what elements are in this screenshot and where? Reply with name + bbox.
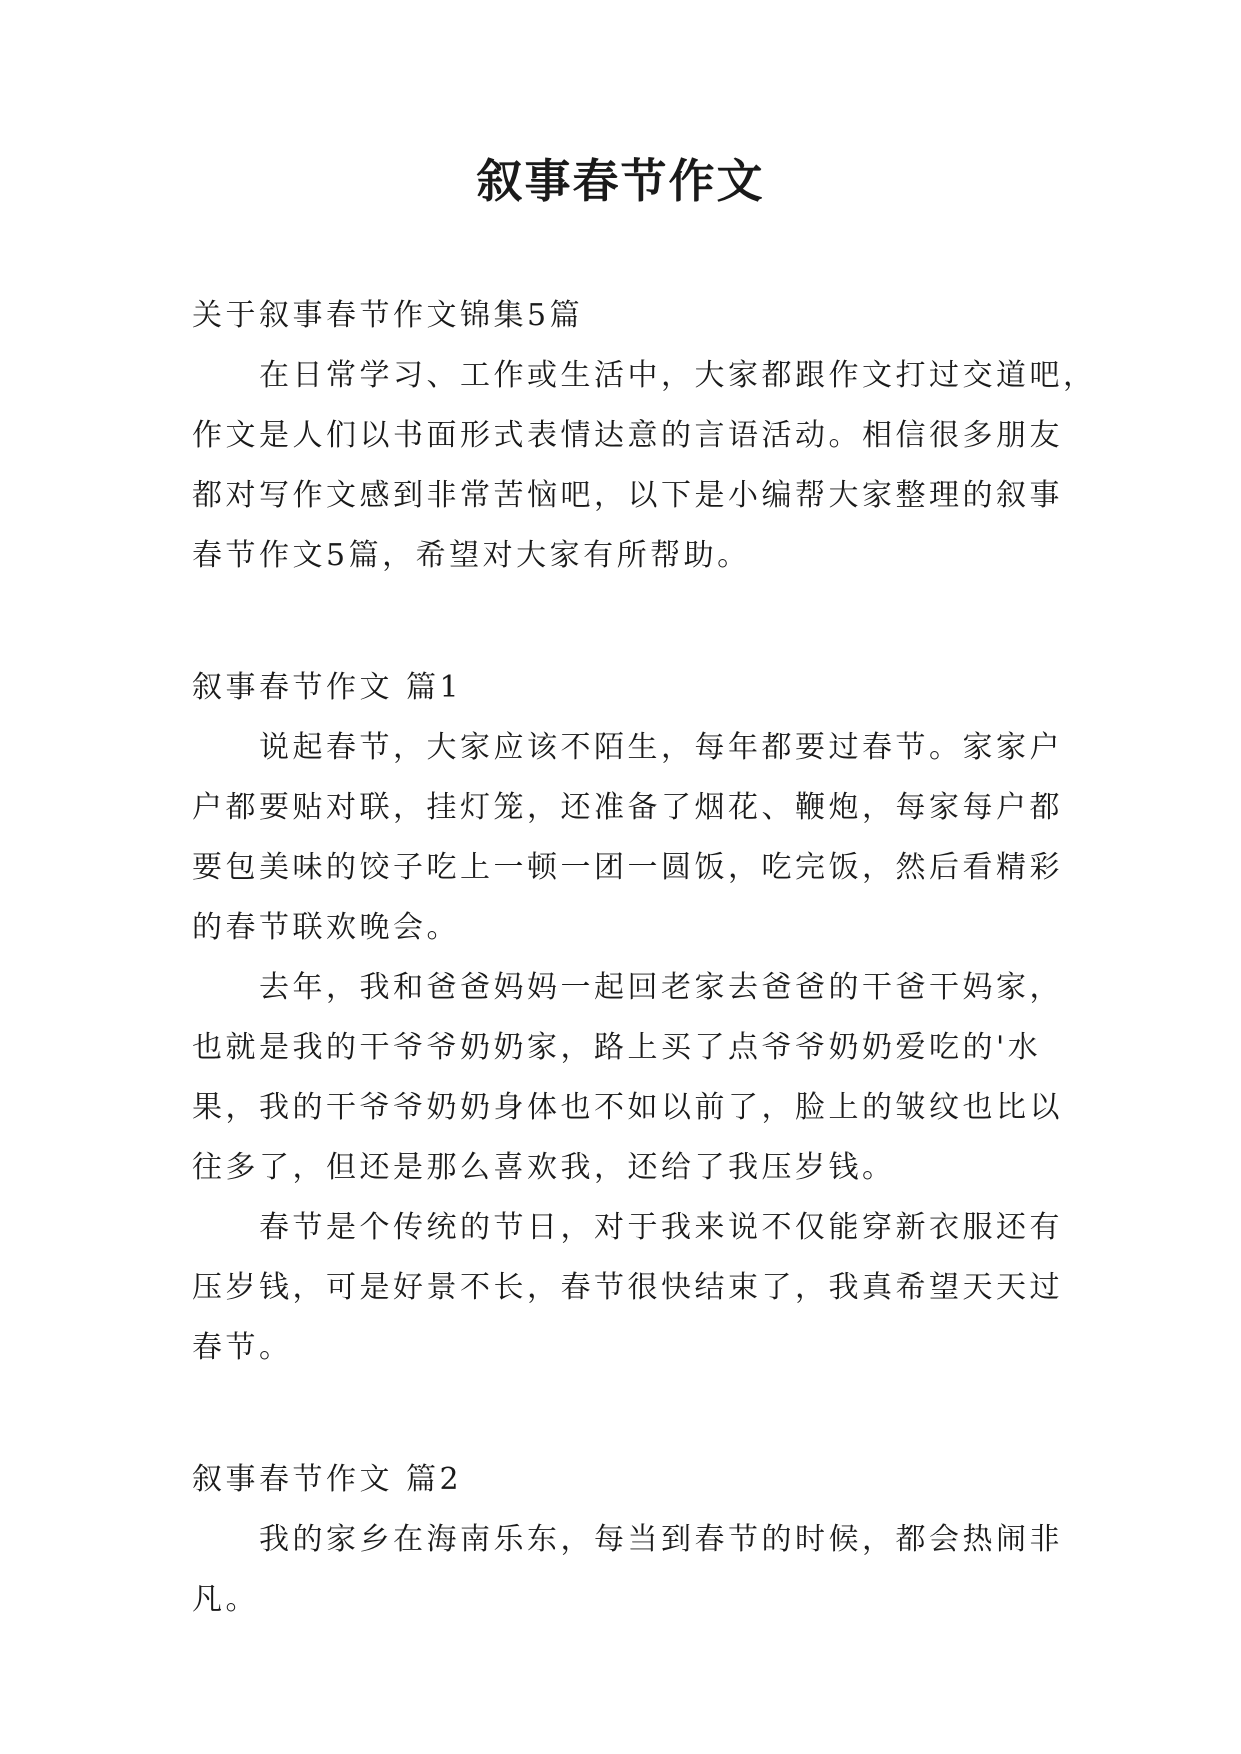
text-line: 春节。 <box>192 1330 293 1365</box>
section-2 <box>192 1450 1063 1630</box>
paragraph <box>192 1510 1063 1630</box>
section-spacer <box>192 1378 1058 1450</box>
section-heading: 叙事春节作文 篇1 <box>192 670 463 705</box>
section-spacer <box>192 586 1058 658</box>
document-subtitle: 关于叙事春节作文锦集5篇 <box>192 298 584 333</box>
text-line: 的春节联欢晚会。 <box>192 910 460 945</box>
paragraph <box>192 958 1063 1198</box>
text-line: 都对写作文感到非常苦恼吧，以下是小编帮大家整理的叙事 <box>192 478 1063 513</box>
text-line: 说起春节，大家应该不陌生，每年都要过春节。家家户 <box>192 730 1063 765</box>
text-line: 春节是个传统的节日，对于我来说不仅能穿新衣服还有 <box>192 1210 1063 1245</box>
text-line: 果，我的干爷爷奶奶身体也不如以前了，脸上的皱纹也比以 <box>192 1090 1063 1125</box>
text-line: 我的家乡在海南乐东，每当到春节的时候，都会热闹非 <box>192 1522 1063 1557</box>
document-title: 叙事春节作文 <box>476 154 765 208</box>
text-line: 在日常学习、工作或生活中，大家都跟作文打过交道吧， <box>192 358 1097 393</box>
document-body <box>192 286 1097 1630</box>
text-line: 也就是我的干爷爷奶奶家，路上买了点爷爷奶奶爱吃的'水 <box>192 1030 1042 1065</box>
text-line: 作文是人们以书面形式表情达意的言语活动。相信很多朋友 <box>192 418 1063 453</box>
text-line: 去年，我和爸爸妈妈一起回老家去爸爸的干爸干妈家， <box>192 970 1063 1005</box>
paragraph <box>192 718 1063 958</box>
section-1 <box>192 658 1063 1378</box>
text-line: 户都要贴对联，挂灯笼，还准备了烟花、鞭炮，每家每户都 <box>192 790 1063 825</box>
paragraph <box>192 1198 1063 1378</box>
section-heading: 叙事春节作文 篇2 <box>192 1462 463 1497</box>
text-line: 春节作文5篇，希望对大家有所帮助。 <box>192 538 751 573</box>
text-line: 凡。 <box>192 1582 259 1617</box>
intro-paragraph <box>192 346 1097 586</box>
text-line: 压岁钱，可是好景不长，春节很快结束了，我真希望天天过 <box>192 1270 1063 1305</box>
text-line: 要包美味的饺子吃上一顿一团一圆饭，吃完饭，然后看精彩 <box>192 850 1063 885</box>
text-line: 往多了，但还是那么喜欢我，还给了我压岁钱。 <box>192 1150 896 1185</box>
